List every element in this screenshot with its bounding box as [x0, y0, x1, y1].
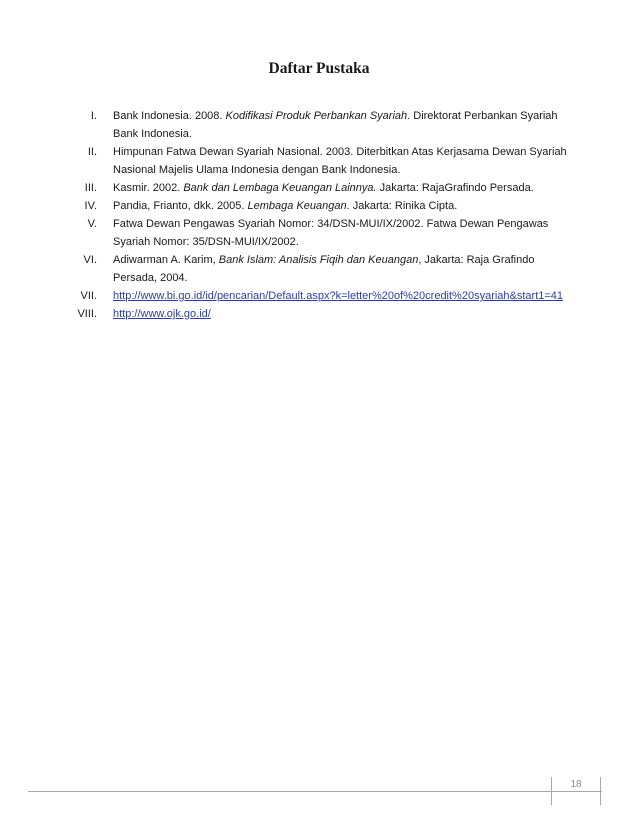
reference-link-ojk[interactable]: http://www.ojk.go.id/ [113, 308, 211, 320]
reference-item [60, 197, 570, 215]
reference-number: II. [87, 146, 97, 158]
reference-number: VIII. [77, 308, 97, 320]
reference-number: VII. [80, 290, 97, 302]
reference-text [113, 107, 568, 143]
reference-text [113, 143, 568, 179]
reference-number: III. [84, 182, 97, 194]
reference-list [60, 107, 570, 323]
reference-item [60, 179, 570, 197]
reference-line: Pandia, Frianto, dkk. 2005. Lembaga Keuangan. Jakarta: Rinika Cipta. [113, 200, 458, 212]
reference-line: Fatwa Dewan Pengawas Syariah Nomor: 34/DSN-MUI/IX/2002. Fatwa Dewan Pengawas [113, 218, 549, 230]
reference-number: IV. [84, 200, 97, 212]
footer-divider [28, 791, 602, 792]
reference-number: VI. [83, 254, 97, 266]
reference-line: Kasmir. 2002. Bank dan Lembaga Keuangan Lainnya. Jakarta: RajaGrafindo Persada. [113, 182, 534, 194]
reference-item [60, 251, 570, 287]
reference-text [113, 215, 568, 251]
reference-text [113, 251, 568, 287]
reference-link-bi[interactable]: http://www.bi.go.id/id/pencarian/Default.aspx?k=letter%20of%20credit%20syariah&start1=41 [113, 290, 564, 302]
reference-item [60, 107, 570, 143]
reference-line: Bank Indonesia. [113, 128, 192, 140]
page-number: 18 [570, 779, 582, 790]
reference-item [60, 143, 570, 179]
reference-text [113, 179, 568, 197]
reference-line: Bank Indonesia. 2008. Kodifikasi Produk Perbankan Syariah. Direktorat Perbankan Syariah [113, 110, 558, 122]
reference-line: Adiwarman A. Karim, Bank Islam: Analisis Fiqih dan Keuangan, Jakarta: Raja Grafindo [113, 254, 535, 266]
reference-line: Himpunan Fatwa Dewan Syariah Nasional. 2003. Diterbitkan Atas Kerjasama Dewan Syariah [113, 146, 567, 158]
reference-line: Syariah Nomor: 35/DSN-MUI/IX/2002. [113, 236, 299, 248]
reference-number: V. [87, 218, 97, 230]
reference-item [60, 287, 570, 305]
reference-item [60, 305, 570, 323]
reference-item [60, 215, 570, 251]
reference-text [113, 197, 568, 215]
reference-number: I. [90, 110, 97, 122]
reference-line: Nasional Majelis Ulama Indonesia dengan Bank Indonesia. [113, 164, 401, 176]
page-title: Daftar Pustaka [268, 60, 370, 77]
reference-line: Persada, 2004. [113, 272, 188, 284]
